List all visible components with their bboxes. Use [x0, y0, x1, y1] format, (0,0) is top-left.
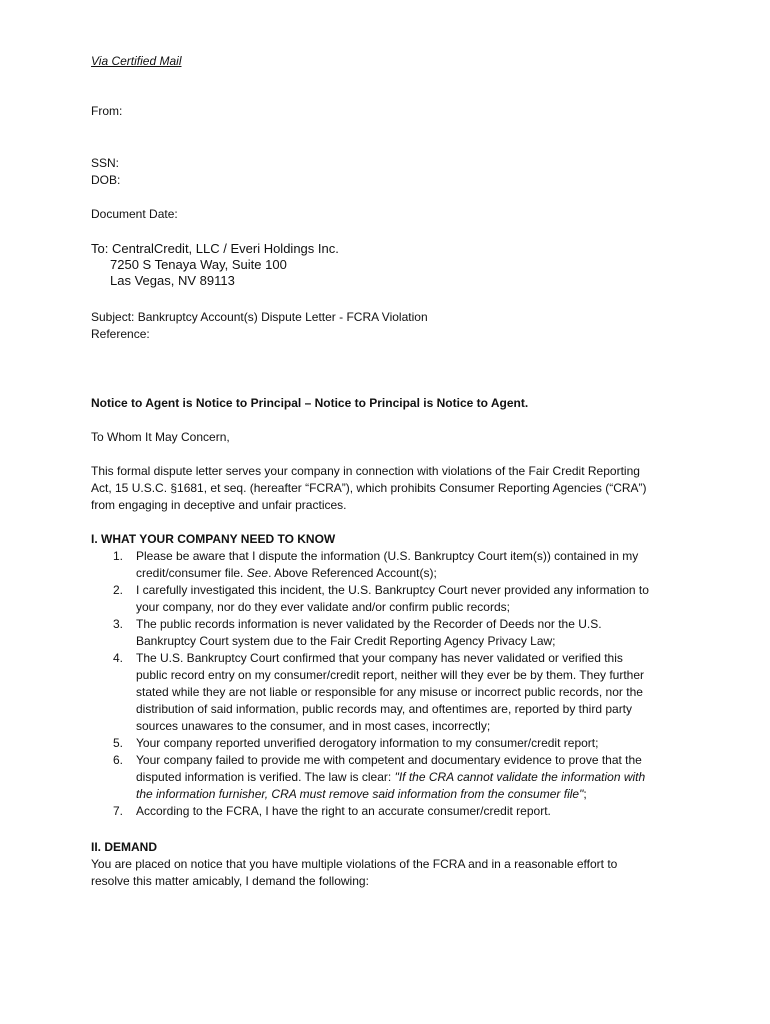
reference-label: Reference: — [91, 327, 150, 341]
to-label: To: — [91, 241, 109, 256]
from-label: From: — [91, 104, 123, 118]
recipient-name: CentralCredit, LLC / Everi Holdings Inc. — [111, 241, 339, 256]
ssn-label: SSN: — [91, 156, 120, 170]
list-item: 5. Your company reported unverified derogatory information to my consumer/credit report; — [113, 736, 599, 750]
intro-line: from engaging in deceptive and unfair practices. — [91, 498, 347, 512]
demand-line: resolve this matter amicably, I demand the following: — [91, 874, 369, 888]
dob-label: DOB: — [91, 173, 121, 187]
via-certified-mail: Via Certified Mail — [91, 54, 182, 68]
intro-paragraph — [91, 463, 691, 514]
demand-paragraph — [91, 856, 691, 890]
recipient-street: 7250 S Tenaya Way, Suite 100 — [110, 257, 287, 272]
intro-line: This formal dispute letter serves your company in connection with violations of the Fair Credit Reporting — [91, 464, 640, 478]
intro-line: Act, 15 U.S.C. §1681, et seq. (hereafter “FCRA”), which prohibits Consumer Reporting Agencies (“CRA”) — [91, 481, 647, 495]
section-2-title: II. DEMAND — [91, 840, 157, 854]
section-1-list — [91, 548, 691, 820]
section-1-title: I. WHAT YOUR COMPANY NEED TO KNOW — [91, 532, 336, 546]
notice-heading: Notice to Agent is Notice to Principal – Notice to Principal is Notice to Agent. — [91, 396, 529, 410]
document-date-label: Document Date: — [91, 207, 178, 221]
list-item: 6. Your company failed to provide me with competent and documentary evidence to prove that the disputed information is verified. The law is clear: "If the CRA cannot validate the information with the information furnisher, CRA must remove said information from the consumer file"; — [113, 753, 646, 801]
recipient-address — [91, 241, 681, 289]
list-item: 2. I carefully investigated this incident, the U.S. Bankruptcy Court never provided any information to your company, nor do they ever validate and/or confirm public records; — [113, 583, 649, 614]
salutation: To Whom It May Concern, — [91, 430, 230, 444]
list-item: 4. The U.S. Bankruptcy Court confirmed that your company has never validated or verified this public record entry on my consumer/credit report, neither will they ever be by them. They further stated while they are not liable or responsible for any misuse or incorrect public records, nor the distribution of said information, public records may, and oftentimes are, reported by third party sources unawares to the consumer, and in most cases, incorrectly; — [113, 651, 645, 733]
subject-label: Subject: — [91, 310, 135, 324]
recipient-line-1 — [91, 241, 681, 257]
subject-line — [91, 309, 681, 326]
list-item: 7. According to the FCRA, I have the right to an accurate consumer/credit report. — [113, 804, 551, 818]
list-item: 1. Please be aware that I dispute the information (U.S. Bankruptcy Court item(s)) contained in my credit/consumer file. See. Above Referenced Account(s); — [113, 549, 639, 580]
recipient-city: Las Vegas, NV 89113 — [110, 273, 235, 288]
list-item: 3. The public records information is never validated by the Recorder of Deeds nor the U.S. Bankruptcy Court system due to the Fair Credit Reporting Agency Privacy Law; — [113, 617, 602, 648]
demand-line: You are placed on notice that you have multiple violations of the FCRA and in a reasonable effort to — [91, 857, 618, 871]
subject-text: Bankruptcy Account(s) Dispute Letter - FCRA Violation — [137, 310, 428, 324]
